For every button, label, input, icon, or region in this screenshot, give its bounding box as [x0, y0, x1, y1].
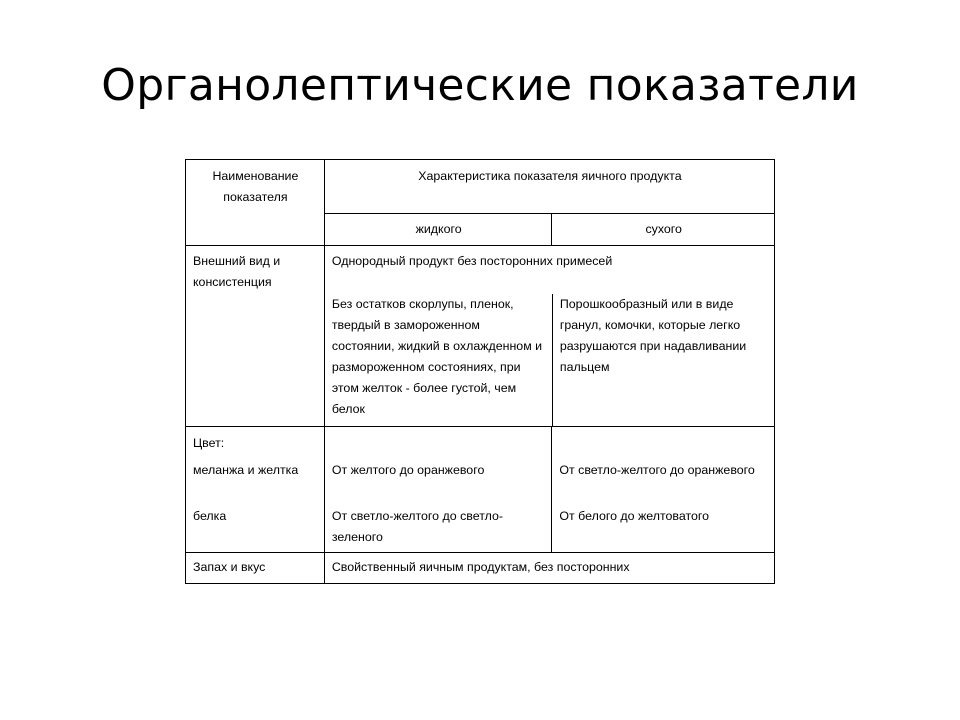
- table-row-color: [186, 427, 775, 553]
- smell-value: Свойственный яичным продуктам, без посторонних: [324, 553, 774, 584]
- organoleptic-table: [185, 159, 775, 584]
- header-indicator-name: Наименование показателя: [186, 160, 325, 246]
- header-liquid: жидкого: [324, 214, 552, 246]
- table-row-smell: [186, 553, 775, 584]
- color-label-cell: [186, 427, 325, 553]
- table-header-row: [186, 160, 775, 214]
- color-melange-label: меланжа и желтка: [193, 463, 299, 477]
- header-dry: сухого: [552, 214, 775, 246]
- appearance-common: Однородный продукт без посторонних примесей: [331, 254, 613, 268]
- appearance-liquid: Без остатков скорлупы, пленок, твердый в замороженном состоянии, жидкий в охлажденном и размороженном состояниях, при этом желток - более густой, чем белок: [325, 294, 553, 426]
- appearance-dry: Порошкообразный или в виде гранул, комочки, которые легко разрушаются при надавливании пальцем: [559, 297, 747, 374]
- color-melange-liquid: От желтого до оранжевого: [331, 463, 485, 477]
- color-white-label: белка: [193, 509, 227, 523]
- appearance-label: Внешний вид и консистенция: [186, 246, 325, 427]
- color-dry-cell: [552, 427, 775, 553]
- color-white-liquid: От светло-желтого до светло-зеленого: [331, 509, 503, 544]
- table-row-appearance: [186, 246, 775, 427]
- appearance-values: [324, 246, 774, 427]
- smell-label: Запах и вкус: [186, 553, 325, 584]
- header-characteristic: Характеристика показателя яичного продукта: [324, 160, 774, 214]
- color-white-dry: От белого до желтоватого: [559, 509, 710, 523]
- color-label: Цвет:: [193, 436, 225, 450]
- color-melange-dry: От светло-желтого до оранжевого: [559, 463, 755, 477]
- color-liquid-cell: [324, 427, 552, 553]
- slide-title: Органолептические показатели: [101, 60, 859, 111]
